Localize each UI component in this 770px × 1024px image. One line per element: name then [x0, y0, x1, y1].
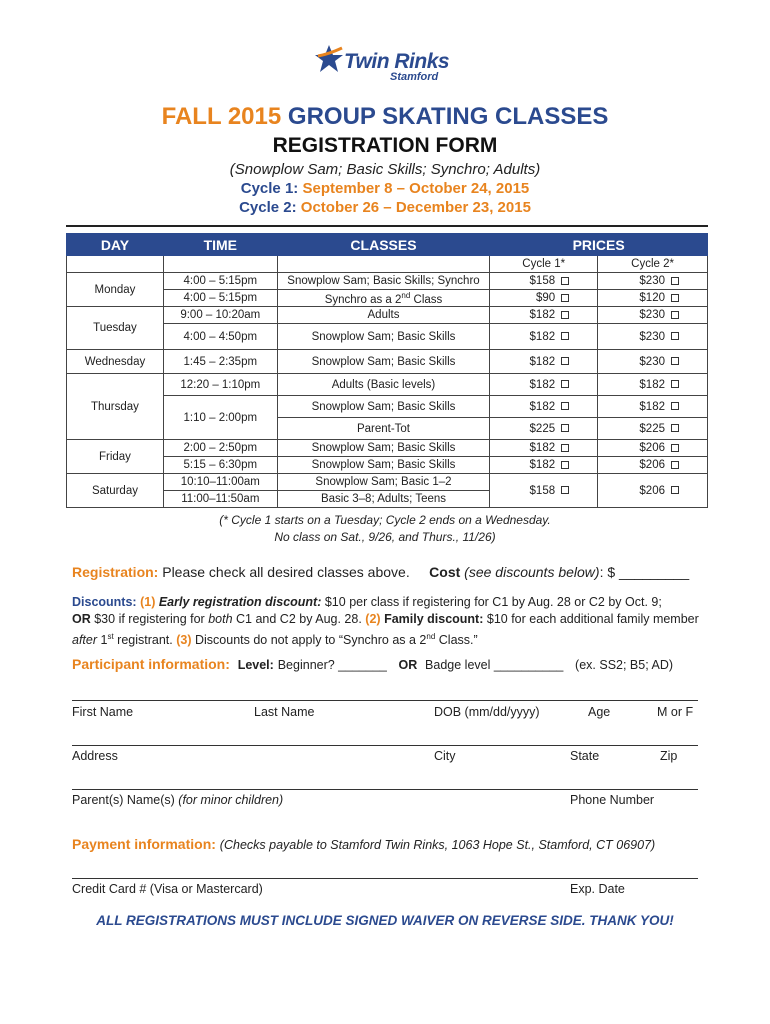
table-row	[67, 290, 708, 307]
checkbox	[671, 402, 679, 410]
discount-3-text: Discounts do not apply to “Synchro as a 2nd Class.”	[195, 632, 478, 648]
credit-card-label: Credit Card # (Visa or Mastercard)	[72, 882, 263, 896]
class-cell: Basic 3–8; Adults; Teens	[277, 491, 490, 508]
checkbox	[671, 486, 679, 494]
checkbox	[671, 311, 679, 319]
schedule-note-1: (* Cycle 1 starts on a Tuesday; Cycle 2 ends on a Wednesday.	[219, 513, 551, 527]
name-line[interactable]	[72, 700, 698, 701]
class-cell: Snowplow Sam; Basic Skills	[277, 324, 490, 350]
cycle-1-dates	[0, 180, 770, 197]
level-label: Level:	[237, 658, 274, 672]
price-cell[interactable]: $158	[490, 273, 598, 290]
credit-card-line[interactable]	[72, 878, 698, 879]
page-title	[0, 103, 770, 131]
address-line[interactable]	[72, 745, 698, 746]
first-name-label: First Name	[72, 705, 134, 719]
form-subtitle: REGISTRATION FORM	[272, 134, 498, 157]
checkbox	[561, 380, 569, 388]
price-cell[interactable]: $182	[490, 374, 598, 396]
checkbox	[671, 380, 679, 388]
class-cell: Snowplow Sam; Basic Skills	[277, 350, 490, 374]
checkbox	[561, 311, 569, 319]
price-cell[interactable]: $182	[490, 307, 598, 324]
price-cell[interactable]: $230	[598, 350, 708, 374]
discount-1-both: both	[208, 612, 233, 626]
gender-label: M or F	[657, 705, 694, 719]
table-row	[67, 350, 708, 374]
class-cell: Snowplow Sam; Basic Skills; Synchro	[277, 273, 490, 290]
time-cell: 11:00–11:50am	[163, 491, 277, 508]
checkbox	[561, 277, 569, 285]
price-cell[interactable]: $206	[598, 457, 708, 474]
table-row	[67, 256, 708, 273]
discounts-text	[72, 594, 712, 649]
table-row	[67, 440, 708, 457]
checkbox	[561, 357, 569, 365]
dob-label: DOB (mm/dd/yyyy)	[434, 705, 540, 719]
payment-line	[72, 836, 655, 852]
checkbox	[671, 357, 679, 365]
table-row	[67, 474, 708, 491]
day-cell: Thursday	[67, 374, 164, 440]
cycle-2-header: Cycle 2*	[598, 256, 708, 273]
time-cell: 2:00 – 2:50pm	[163, 440, 277, 457]
badge-level-field[interactable]: Badge level __________	[425, 658, 564, 672]
time-cell: 1:10 – 2:00pm	[163, 396, 277, 440]
time-cell: 4:00 – 5:15pm	[163, 273, 277, 290]
cycle-1-label: Cycle 1:	[240, 180, 299, 197]
time-cell: 5:15 – 6:30pm	[163, 457, 277, 474]
cycle-1-header: Cycle 1*	[490, 256, 598, 273]
discount-number: (3)	[176, 633, 192, 648]
price-cell[interactable]: $182	[598, 396, 708, 418]
price-cell[interactable]: $182	[490, 324, 598, 350]
checkbox	[671, 461, 679, 469]
checkbox	[561, 444, 569, 452]
title-season: FALL 2015	[161, 103, 282, 130]
table-row	[67, 396, 708, 418]
header-prices: PRICES	[490, 234, 708, 256]
payment-label: Payment information:	[72, 836, 216, 852]
header-time: TIME	[163, 234, 277, 256]
level-example: (ex. SS2; B5; AD)	[575, 658, 674, 672]
programs-list: (Snowplow Sam; Basic Skills; Synchro; Adults)	[229, 161, 541, 178]
parents-label	[72, 793, 283, 807]
time-cell: 4:00 – 5:15pm	[163, 290, 277, 307]
cycle-2-label: Cycle 2:	[239, 199, 297, 216]
class-cell: Adults	[277, 307, 490, 324]
zip-label: Zip	[660, 749, 678, 763]
parents-note: (for minor children)	[178, 793, 284, 807]
discount-1-text: $10 per class if registering for C1 by Aug. 28 or C2 by Oct. 9;	[324, 595, 662, 609]
checkbox	[671, 332, 679, 340]
checkbox	[671, 277, 679, 285]
discount-1-text3: C1 and C2 by Aug. 28.	[236, 612, 362, 626]
time-cell: 10:10–11:00am	[163, 474, 277, 491]
cost-label: Cost	[429, 564, 461, 580]
checkbox	[561, 332, 569, 340]
checkbox	[561, 461, 569, 469]
price-cell[interactable]: $120	[598, 290, 708, 307]
price-cell[interactable]: $90	[490, 290, 598, 307]
discount-number: (2)	[365, 612, 381, 626]
price-cell[interactable]: $182	[598, 374, 708, 396]
cycle-1-range: September 8 – October 24, 2015	[302, 180, 530, 197]
parents-text: Parent(s) Name(s)	[72, 793, 175, 807]
price-cell[interactable]: $225	[490, 418, 598, 440]
day-cell: Wednesday	[67, 350, 164, 374]
discount-number: (1)	[140, 595, 156, 609]
age-label: Age	[588, 705, 611, 719]
discounts-label: Discounts:	[72, 595, 137, 609]
checkbox	[561, 424, 569, 432]
table-row	[67, 307, 708, 324]
discount-2-text: $10 for each additional family member	[486, 612, 699, 626]
exp-date-label: Exp. Date	[570, 882, 625, 896]
class-cell: Snowplow Sam; Basic Skills	[277, 457, 490, 474]
table-row	[67, 324, 708, 350]
price-cell[interactable]: $230	[598, 273, 708, 290]
participant-line	[72, 656, 673, 672]
discount-1-title: Early registration discount:	[158, 595, 322, 609]
price-cell[interactable]: $158	[490, 474, 598, 508]
class-cell: Adults (Basic levels)	[277, 374, 490, 396]
header-day: DAY	[67, 234, 164, 256]
checkbox	[561, 402, 569, 410]
registration-label: Registration:	[72, 564, 159, 580]
discount-1-text2: $30 if registering for	[94, 612, 205, 626]
price-cell[interactable]: $182	[490, 457, 598, 474]
checkbox	[671, 444, 679, 452]
registration-text: Please check all desired classes above.	[162, 564, 410, 580]
day-cell: Friday	[67, 440, 164, 474]
cycle-2-range: October 26 – December 23, 2015	[300, 199, 531, 216]
level-or: OR	[398, 658, 418, 672]
state-label: State	[570, 749, 600, 763]
time-cell: 9:00 – 10:20am	[163, 307, 277, 324]
day-cell: Saturday	[67, 474, 164, 508]
waiver-notice: ALL REGISTRATIONS MUST INCLUDE SIGNED WAIVER ON REVERSE SIDE. THANK YOU!	[96, 913, 674, 928]
checkbox	[561, 294, 569, 302]
participant-label: Participant information:	[72, 656, 230, 672]
discount-2-text2: 1st registrant.	[100, 632, 173, 648]
schedule-note-2: No class on Sat., 9/26, and Thurs., 11/26)	[274, 530, 496, 544]
divider	[66, 225, 708, 227]
discount-2-title: Family discount:	[384, 612, 484, 626]
table-row	[67, 374, 708, 396]
time-cell: 12:20 – 1:10pm	[163, 374, 277, 396]
day-cell: Tuesday	[67, 307, 164, 350]
table-row	[67, 457, 708, 474]
star-logo-icon	[314, 44, 344, 74]
checkbox	[561, 486, 569, 494]
last-name-label: Last Name	[254, 705, 315, 719]
price-cell[interactable]: $206	[598, 440, 708, 457]
cycle-2-dates	[0, 199, 770, 216]
day-cell: Monday	[67, 273, 164, 307]
discount-or: OR	[72, 612, 91, 626]
class-cell: Snowplow Sam; Basic Skills	[277, 440, 490, 457]
price-cell[interactable]: $206	[598, 474, 708, 508]
header-classes: CLASSES	[277, 234, 490, 256]
payment-text: (Checks payable to Stamford Twin Rinks, 1063 Hope St., Stamford, CT 06907)	[219, 838, 656, 852]
city-label: City	[434, 749, 456, 763]
class-cell: Synchro as a 2nd Class	[277, 290, 490, 307]
discount-2-after: after	[72, 633, 98, 648]
logo-name: Twin Rinks	[344, 50, 450, 73]
registration-line	[72, 564, 689, 580]
title-rest: GROUP SKATING CLASSES	[287, 103, 609, 130]
price-cell[interactable]: $225	[598, 418, 708, 440]
address-label: Address	[72, 749, 118, 763]
checkbox	[671, 424, 679, 432]
time-cell: 1:45 – 2:35pm	[163, 350, 277, 374]
price-cell[interactable]: $182	[490, 396, 598, 418]
price-cell[interactable]: $230	[598, 307, 708, 324]
table-header-row	[67, 234, 708, 256]
checkbox	[671, 294, 679, 302]
schedule-table	[66, 233, 708, 508]
price-cell[interactable]: $182	[490, 350, 598, 374]
parents-line[interactable]	[72, 789, 698, 790]
class-cell: Parent-Tot	[277, 418, 490, 440]
time-cell: 4:00 – 4:50pm	[163, 324, 277, 350]
cost-note: (see discounts below)	[464, 564, 600, 580]
table-row	[67, 273, 708, 290]
price-cell[interactable]: $182	[490, 440, 598, 457]
logo-sub: Stamford	[390, 71, 439, 83]
beginner-field[interactable]: Beginner? _______	[277, 658, 387, 672]
class-cell: Snowplow Sam; Basic 1–2	[277, 474, 490, 491]
cost-field[interactable]: : $ _________	[599, 564, 690, 580]
class-cell: Snowplow Sam; Basic Skills	[277, 396, 490, 418]
price-cell[interactable]: $230	[598, 324, 708, 350]
phone-label: Phone Number	[570, 793, 655, 807]
